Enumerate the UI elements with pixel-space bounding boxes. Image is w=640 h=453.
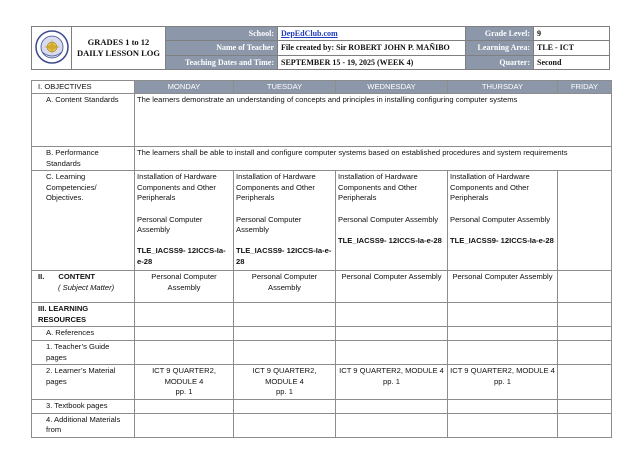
- resources-row: [32, 303, 612, 327]
- teachers-guide-wednesday: [336, 340, 448, 364]
- quarter-value: Second: [534, 55, 610, 69]
- dates-value: SEPTEMBER 15 - 19, 2025 (WEEK 4): [278, 55, 466, 69]
- content-label-text: CONTENT: [58, 272, 96, 282]
- textbook-monday: [135, 399, 234, 413]
- textbook-tuesday: [234, 399, 336, 413]
- grade-level-value: 9: [534, 27, 610, 41]
- wednesday-heading: WEDNESDAY: [336, 81, 448, 94]
- material-module: ICT 9 QUARTER2, MODULE 4: [152, 366, 216, 386]
- teachers-guide-row: [32, 340, 612, 364]
- competencies-thursday: [448, 171, 558, 271]
- teachers-guide-tuesday: [234, 340, 336, 364]
- day-header-row: [32, 81, 612, 94]
- references-monday: [135, 327, 234, 341]
- content-label-number: II.: [38, 272, 45, 282]
- competency-title: Installation of Hardware Components and Other Peripherals: [450, 172, 530, 203]
- dates-label: Teaching Dates and Time:: [166, 55, 278, 69]
- textbook-label: 3. Textbook pages: [32, 399, 135, 413]
- tuesday-heading: TUESDAY: [234, 81, 336, 94]
- teachers-guide-label: 1. Teacher’s Guide pages: [32, 340, 135, 364]
- resources-friday: [558, 303, 612, 327]
- material-pages: pp. 1: [494, 376, 511, 386]
- resources-tuesday: [234, 303, 336, 327]
- additional-materials-friday: [558, 413, 612, 437]
- learners-material-monday: [135, 365, 234, 400]
- learning-area-label: Learning Area:: [466, 41, 534, 55]
- thursday-heading: THURSDAY: [448, 81, 558, 94]
- competencies-row: [32, 171, 612, 271]
- references-thursday: [448, 327, 558, 341]
- content-tuesday: Personal Computer Assembly: [234, 271, 336, 303]
- dll-title: [72, 27, 166, 70]
- performance-standards-label: B. Performance Standards: [32, 147, 135, 171]
- learners-material-thursday: [448, 365, 558, 400]
- performance-standards-text: The learners shall be able to install and configure computer systems based on established procedures and system requirements: [135, 147, 612, 171]
- resources-label: III. LEARNING RESOURCES: [32, 303, 135, 327]
- references-label: A. References: [32, 327, 135, 341]
- textbook-row: [32, 399, 612, 413]
- learners-material-friday: [558, 365, 612, 400]
- grade-level-label: Grade Level:: [466, 27, 534, 41]
- competencies-label: C. Learning Competencies/ Objectives.: [32, 171, 135, 271]
- content-label-sub: ( Subject Matter): [58, 282, 115, 292]
- material-module: ICT 9 QUARTER2, MODULE 4: [450, 366, 555, 376]
- references-wednesday: [336, 327, 448, 341]
- quarter-label: Quarter:: [466, 55, 534, 69]
- deped-seal-cell: [32, 27, 72, 70]
- lesson-log-table: [31, 80, 612, 438]
- competency-title: Installation of Hardware Components and Other Peripherals: [236, 172, 316, 203]
- content-standards-label: A. Content Standards: [32, 94, 135, 147]
- teachers-guide-monday: [135, 340, 234, 364]
- competency-topic: Personal Computer Assembly: [236, 214, 302, 235]
- material-pages: pp. 1: [383, 376, 400, 386]
- content-wednesday: Personal Computer Assembly: [336, 271, 448, 303]
- content-friday: [558, 271, 612, 303]
- content-label: [32, 271, 135, 303]
- header-table: [31, 26, 610, 70]
- references-friday: [558, 327, 612, 341]
- resources-thursday: [448, 303, 558, 327]
- resources-wednesday: [336, 303, 448, 327]
- additional-materials-wednesday: [336, 413, 448, 437]
- friday-heading: FRIDAY: [558, 81, 612, 94]
- competency-topic: Personal Computer Assembly: [450, 214, 551, 224]
- school-value: [278, 27, 466, 41]
- references-row: [32, 327, 612, 341]
- competency-code: TLE_IACSS9- 12ICCS-Ia-e-28: [236, 246, 332, 266]
- competency-topic: Personal Computer Assembly: [137, 214, 203, 235]
- teacher-value: File created by: Sir ROBERT JOHN P. MAÑIBO: [278, 41, 466, 55]
- teacher-label: Name of Teacher: [166, 41, 278, 55]
- learners-material-tuesday: [234, 365, 336, 400]
- content-standards-text: The learners demonstrate an understanding of concepts and principles in installing configuring computer systems: [135, 94, 612, 147]
- monday-heading: MONDAY: [135, 81, 234, 94]
- textbook-thursday: [448, 399, 558, 413]
- competency-title: Installation of Hardware Components and Other Peripherals: [338, 172, 418, 203]
- textbook-wednesday: [336, 399, 448, 413]
- content-row: [32, 271, 612, 303]
- additional-materials-row: [32, 413, 612, 437]
- competencies-friday: [558, 171, 612, 271]
- competency-topic: Personal Computer Assembly: [338, 214, 439, 224]
- performance-standards-row: [32, 147, 612, 171]
- content-monday: Personal Computer Assembly: [135, 271, 234, 303]
- content-thursday: Personal Computer Assembly: [448, 271, 558, 303]
- material-module: ICT 9 QUARTER2, MODULE 4: [339, 366, 444, 376]
- additional-materials-thursday: [448, 413, 558, 437]
- competencies-monday: [135, 171, 234, 271]
- material-pages: pp. 1: [175, 387, 193, 397]
- objectives-heading: I. OBJECTIVES: [32, 81, 135, 94]
- competency-title: Installation of Hardware Components and Other Peripherals: [137, 172, 217, 203]
- teachers-guide-friday: [558, 340, 612, 364]
- dll-title-line2: DAILY LESSON LOG: [77, 48, 160, 58]
- competency-code: TLE_IACSS9- 12ICCS-Ia-e-28: [137, 246, 226, 266]
- content-standards-row: [32, 94, 612, 147]
- additional-materials-label: 4. Additional Materials from: [32, 413, 135, 437]
- textbook-friday: [558, 399, 612, 413]
- additional-materials-monday: [135, 413, 234, 437]
- competency-code: TLE_IACSS9- 12ICCS-Ia-e-28: [338, 235, 442, 245]
- material-module: ICT 9 QUARTER2, MODULE 4: [252, 366, 317, 386]
- competency-code: TLE_IACSS9- 12ICCS-Ia-e-28: [450, 235, 554, 245]
- learning-area-value: TLE - ICT: [534, 41, 610, 55]
- additional-materials-tuesday: [234, 413, 336, 437]
- teachers-guide-thursday: [448, 340, 558, 364]
- references-tuesday: [234, 327, 336, 341]
- competencies-tuesday: [234, 171, 336, 271]
- deped-seal-icon: [35, 30, 69, 64]
- school-label: School:: [166, 27, 278, 41]
- learners-material-wednesday: [336, 365, 448, 400]
- dll-title-line1: GRADES 1 to 12: [87, 37, 150, 47]
- material-pages: pp. 1: [276, 387, 293, 397]
- learners-material-label: 2. Learner’s Material pages: [32, 365, 135, 400]
- learners-material-row: [32, 365, 612, 400]
- competencies-wednesday: [336, 171, 448, 271]
- resources-monday: [135, 303, 234, 327]
- school-link[interactable]: DepEdClub.com: [281, 29, 338, 39]
